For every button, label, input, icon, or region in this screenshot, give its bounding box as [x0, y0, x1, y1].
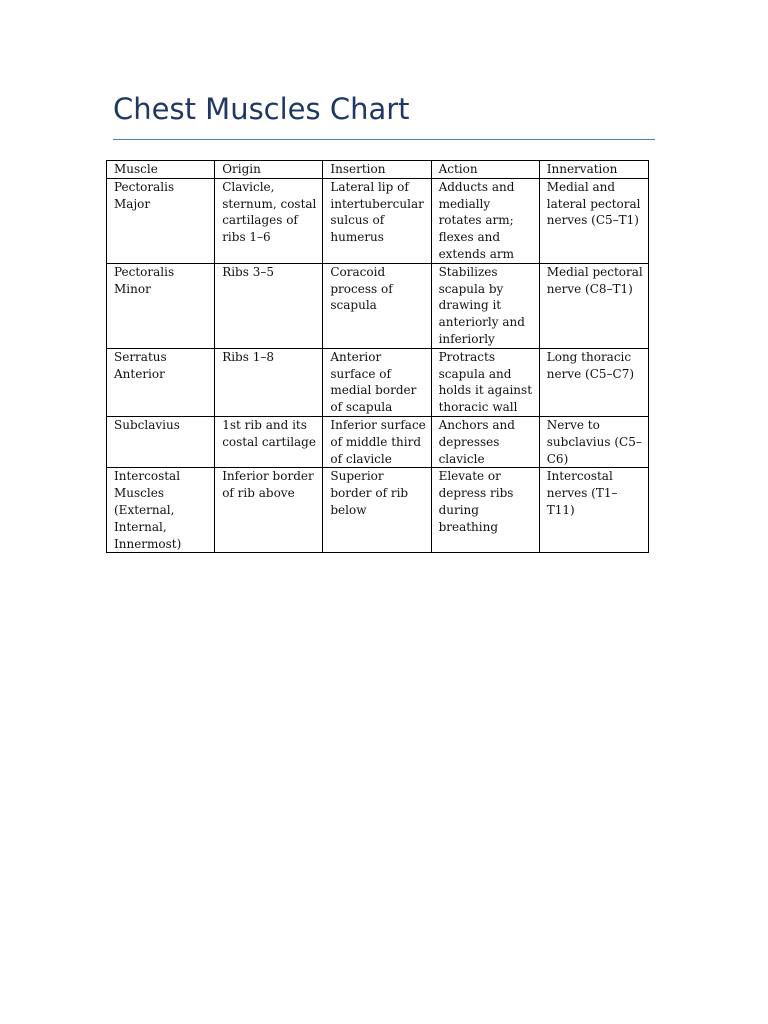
table-header-row	[107, 161, 649, 179]
cell-innervation: Intercostal nerves (T1–T11)	[539, 468, 648, 553]
table-row	[107, 468, 649, 553]
cell-muscle: Intercostal Muscles (External, Internal, Innermost)	[107, 468, 215, 553]
header-action: Action	[431, 161, 539, 179]
cell-insertion: Inferior surface of middle third of clavicle	[323, 416, 431, 467]
cell-action: Anchors and depresses clavicle	[431, 416, 539, 467]
title-underline	[113, 139, 655, 140]
header-muscle: Muscle	[107, 161, 215, 179]
header-insertion: Insertion	[323, 161, 431, 179]
cell-insertion: Superior border of rib below	[323, 468, 431, 553]
cell-action: Elevate or depress ribs during breathing	[431, 468, 539, 553]
page-title: Chest Muscles Chart	[113, 92, 410, 126]
cell-origin: 1st rib and its costal cartilage	[215, 416, 323, 467]
table-row	[107, 178, 649, 263]
cell-insertion: Coracoid process of scapula	[323, 263, 431, 348]
cell-origin: Clavicle, sternum, costal cartilages of ribs 1–6	[215, 178, 323, 263]
header-innervation: Innervation	[539, 161, 648, 179]
cell-muscle: Pectoralis Minor	[107, 263, 215, 348]
table-row	[107, 416, 649, 467]
cell-muscle: Pectoralis Major	[107, 178, 215, 263]
chest-muscles-table	[106, 160, 649, 553]
cell-innervation: Medial and lateral pectoral nerves (C5–T1)	[539, 178, 648, 263]
cell-origin: Inferior border of rib above	[215, 468, 323, 553]
cell-innervation: Medial pectoral nerve (C8–T1)	[539, 263, 648, 348]
cell-innervation: Nerve to subclavius (C5–C6)	[539, 416, 648, 467]
cell-muscle: Subclavius	[107, 416, 215, 467]
cell-insertion: Anterior surface of medial border of scapula	[323, 348, 431, 416]
header-origin: Origin	[215, 161, 323, 179]
cell-action: Adducts and medially rotates arm; flexes and extends arm	[431, 178, 539, 263]
cell-action: Stabilizes scapula by drawing it anteriorly and inferiorly	[431, 263, 539, 348]
cell-muscle: Serratus Anterior	[107, 348, 215, 416]
cell-origin: Ribs 3–5	[215, 263, 323, 348]
table-row	[107, 263, 649, 348]
cell-insertion: Lateral lip of intertubercular sulcus of humerus	[323, 178, 431, 263]
cell-action: Protracts scapula and holds it against thoracic wall	[431, 348, 539, 416]
table-row	[107, 348, 649, 416]
cell-innervation: Long thoracic nerve (C5–C7)	[539, 348, 648, 416]
cell-origin: Ribs 1–8	[215, 348, 323, 416]
